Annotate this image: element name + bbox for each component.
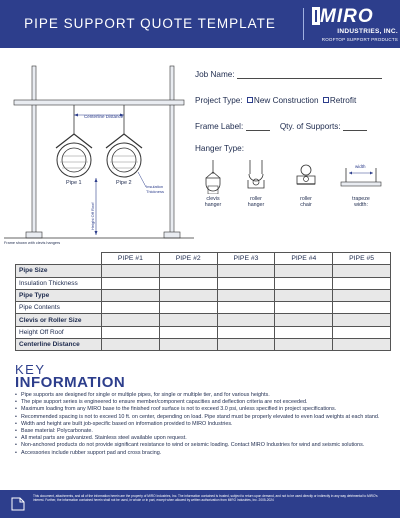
table-row: [16, 265, 391, 277]
key-heading: KEY: [15, 362, 46, 377]
roller-hanger-icon: [241, 160, 271, 194]
cell[interactable]: [275, 302, 333, 314]
frame-qty-row: [195, 122, 367, 131]
qty-field[interactable]: [343, 122, 367, 131]
cell[interactable]: [333, 289, 391, 301]
cell[interactable]: [275, 277, 333, 289]
cell[interactable]: [275, 265, 333, 277]
cell[interactable]: [102, 326, 160, 338]
quote-table: [15, 252, 391, 351]
clevis-hanger-icon: [198, 160, 228, 194]
centerline-label: Centerline Distance: [84, 114, 124, 119]
header-bar: [0, 0, 400, 48]
cell[interactable]: [275, 339, 333, 351]
header-divider: [303, 8, 304, 40]
cell[interactable]: [159, 265, 217, 277]
header-blank-cell: [16, 253, 102, 265]
retrofit-checkbox[interactable]: [323, 97, 329, 103]
pipe-1-header: PIPE #1: [102, 253, 160, 265]
table-row: [16, 302, 391, 314]
cell[interactable]: [333, 314, 391, 326]
cell[interactable]: [102, 302, 160, 314]
cell[interactable]: [159, 277, 217, 289]
job-name-field[interactable]: [237, 70, 382, 79]
table-row: [16, 314, 391, 326]
insulation-label-1: Insulation: [146, 184, 164, 189]
cell[interactable]: [102, 277, 160, 289]
insulation-label-2: Thickness: [146, 189, 165, 194]
cell[interactable]: [159, 302, 217, 314]
list-item: • Maximum loading from any MIRO base to the finished roof surface is not to exceed 3.0 psi, unless specified in project specifications.: [15, 406, 393, 413]
row-label-pipe-type: Pipe Type: [16, 289, 102, 301]
row-label-pipe-size: Pipe Size: [16, 265, 102, 277]
cell[interactable]: [333, 302, 391, 314]
roller-chair-line2: chair: [300, 202, 312, 208]
cell[interactable]: [333, 265, 391, 277]
cell[interactable]: [217, 339, 275, 351]
document-icon: [10, 497, 26, 511]
project-type-row: [195, 96, 356, 105]
pipe-support-diagram: [4, 60, 194, 250]
pipe-5-header: PIPE #5: [333, 253, 391, 265]
row-label-centerline-distance: Centerline Distance: [16, 339, 102, 351]
table-row: [16, 277, 391, 289]
miro-logo: [308, 4, 398, 46]
row-label-pipe-contents: Pipe Contents: [16, 302, 102, 314]
list-item: • All metal parts are galvanized. Stainless steel available upon request.: [15, 435, 393, 442]
cell[interactable]: [159, 339, 217, 351]
frame-label-label: Frame Label:: [195, 122, 244, 131]
logo-tagline: ROOFTOP SUPPORT PRODUCTS: [321, 37, 398, 42]
list-item: • Accessories include rubber support pad and cross bracing.: [15, 450, 393, 457]
cell[interactable]: [275, 289, 333, 301]
table-row: [16, 289, 391, 301]
cell[interactable]: [275, 314, 333, 326]
job-name-label: Job Name:: [195, 70, 235, 79]
cell[interactable]: [217, 289, 275, 301]
table-row: [16, 326, 391, 338]
footer-disclaimer: This document, attachments, and all of the information herein are the property of MIRO Industries, Inc. The information contained is trusted, subject to return upon demand, and not to be used directly or indirectly in any way detrimental to MIRO's interest. Further, the information contained herein shall not be used, in whole or in part, except when allowed by written authorization from MIRO Industries, Inc. 2005-2024: [33, 494, 378, 503]
frame-label-field[interactable]: [246, 122, 270, 131]
roller-chair-line1: roller: [300, 196, 312, 202]
pipe-3-header: PIPE #3: [217, 253, 275, 265]
cell[interactable]: [333, 339, 391, 351]
pipe-1: [62, 148, 86, 172]
diagram-caption: Frame shown with clevis hangers: [4, 241, 61, 245]
cell[interactable]: [217, 265, 275, 277]
roller-chair-option[interactable]: [291, 160, 321, 208]
cell[interactable]: [159, 314, 217, 326]
list-item: • Pipe supports are designed for single or multiple pipes, for single or multiple tier, and for various heights.: [15, 392, 393, 399]
logo-wordmark: MIRO: [320, 6, 374, 27]
cell[interactable]: [159, 326, 217, 338]
trapeze-line1: trapeze: [352, 196, 370, 202]
clevis-line2: hanger: [204, 202, 222, 208]
cell[interactable]: [159, 289, 217, 301]
clevis-hanger-option[interactable]: [198, 160, 228, 208]
cell[interactable]: [217, 277, 275, 289]
retrofit-label: Retrofit: [329, 96, 357, 105]
pipe-1-label: Pipe 1: [66, 180, 82, 186]
cell[interactable]: [102, 314, 160, 326]
list-item: • Non-anchored products do not provide significant resistance to wind or seismic loading. Contact MIRO Industries for wind and seismic solutions.: [15, 442, 393, 449]
cell[interactable]: [333, 277, 391, 289]
trapeze-option[interactable]: [337, 160, 385, 208]
table-header-row: [16, 253, 391, 265]
disabled-cell: [102, 339, 160, 351]
row-label-height-off-roof: Height Off Roof: [16, 326, 102, 338]
cell[interactable]: [217, 326, 275, 338]
cell[interactable]: [102, 289, 160, 301]
roller-hanger-option[interactable]: [241, 160, 271, 208]
footer-bar: [0, 490, 400, 518]
logo-company: INDUSTRIES, INC.: [337, 28, 398, 35]
qty-label: Qty. of Supports:: [279, 122, 341, 131]
cell[interactable]: [217, 302, 275, 314]
list-item: • The pipe support series is engineered to ensure member/component capacities and deflection criteria are not exceeded.: [15, 399, 393, 406]
page-title: PIPE SUPPORT QUOTE TEMPLATE: [24, 16, 276, 31]
cell[interactable]: [102, 265, 160, 277]
roller-hanger-line2: hanger: [247, 202, 265, 208]
row-label-insulation-thickness: Insulation Thickness: [16, 277, 102, 289]
cell[interactable]: [333, 326, 391, 338]
cell[interactable]: [275, 326, 333, 338]
clevis-line1: clevis: [206, 196, 220, 202]
list-item: • Base material: Polycarbonate.: [15, 428, 393, 435]
pipe-2-header: PIPE #2: [159, 253, 217, 265]
height-label: Height Off Roof: [90, 202, 95, 230]
roller-chair-icon: [291, 160, 321, 194]
hanger-type-label: Hanger Type:: [195, 144, 245, 153]
new-construction-checkbox[interactable]: [247, 97, 253, 103]
key-info-list: [15, 392, 393, 457]
pipe-2-label: Pipe 2: [116, 180, 132, 186]
job-name-row: [195, 70, 382, 79]
trapeze-width-label: width: [355, 164, 366, 169]
pipe-2: [112, 148, 136, 172]
table-row: [16, 339, 391, 351]
new-construction-label: New Construction: [253, 96, 319, 105]
pipe-4-header: PIPE #4: [275, 253, 333, 265]
information-heading: INFORMATION: [15, 374, 126, 391]
cell[interactable]: [217, 314, 275, 326]
list-item: • Recommended spacing is not to exceed 10 ft. on center, depending on load. Pipe stand must be properly elevated to even load weights at each stand.: [15, 414, 393, 421]
project-type-label: Project Type:: [195, 96, 243, 105]
roller-hanger-line1: roller: [250, 196, 262, 202]
list-item: • Width and height are built job-specific based on information provided to MIRO Industries.: [15, 421, 393, 428]
trapeze-line2: width:: [354, 202, 368, 208]
row-label-clevis-roller-size: Clevis or Roller Size: [16, 314, 102, 326]
